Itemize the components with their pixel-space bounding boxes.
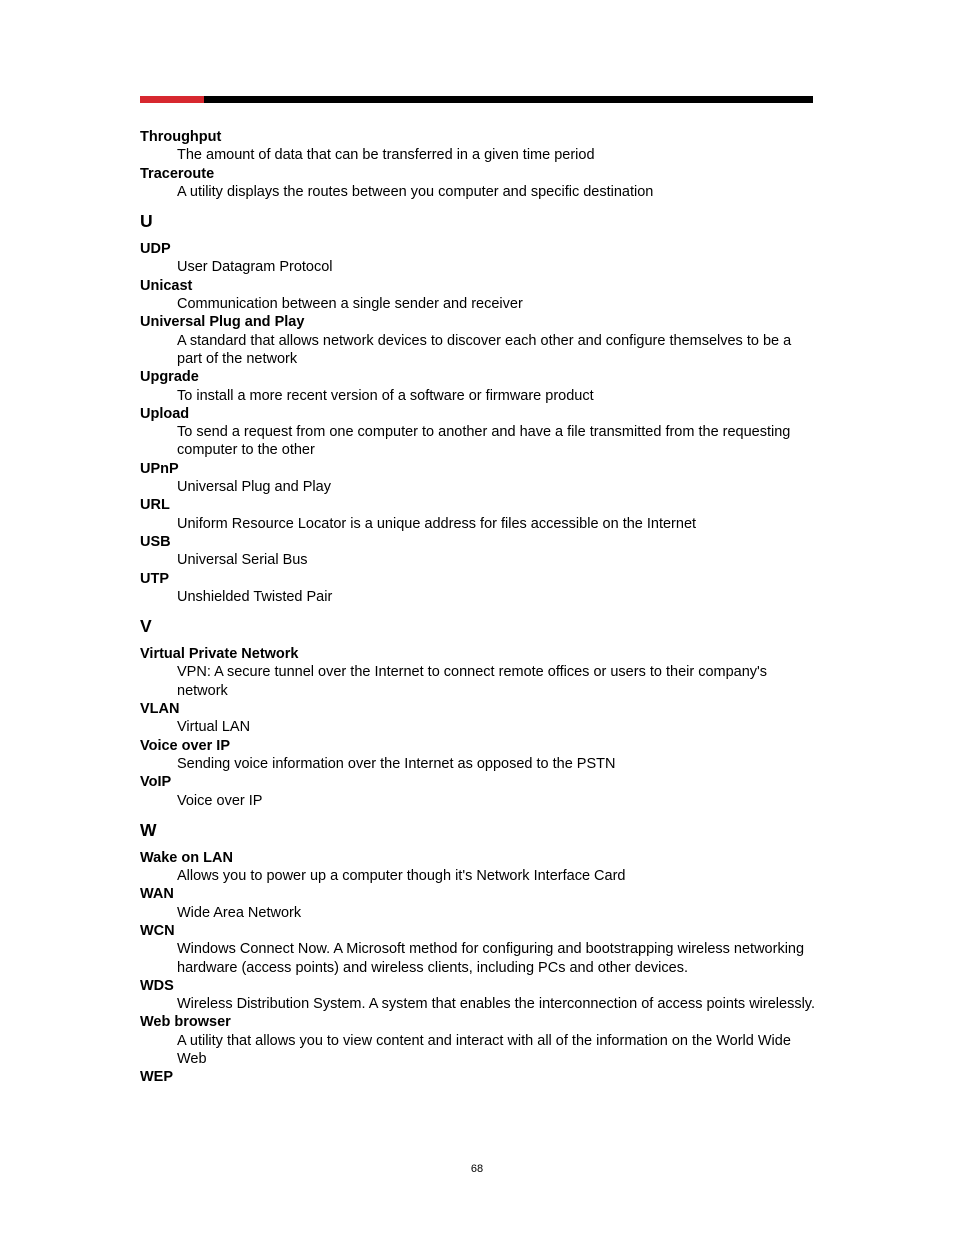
glossary-definition: A utility that allows you to view content and interact with all of the information on the World Wide Web [177, 1032, 791, 1068]
glossary-term: VLAN [140, 701, 180, 718]
glossary-definition: Allows you to power up a computer though it's Network Interface Card [177, 868, 626, 885]
glossary-term: VoIP [140, 774, 172, 791]
glossary-term: Universal Plug and Play [140, 314, 305, 331]
section-letter-heading: U [140, 211, 153, 232]
glossary-definition: Universal Serial Bus [177, 552, 308, 569]
glossary-term: Voice over IP [140, 737, 230, 754]
page-number: 68 [470, 1163, 484, 1175]
glossary-definition: Wireless Distribution System. A system that enables the interconnection of access points wirelessly. [177, 996, 816, 1013]
glossary-term: Unicast [140, 277, 193, 294]
glossary-term: Wake on LAN [140, 849, 233, 866]
glossary-term: Upload [140, 405, 190, 422]
glossary-definition: VPN: A secure tunnel over the Internet to connect remote offices or users to their company's network [177, 664, 768, 699]
glossary-definition: Windows Connect Now. A Microsoft method for configuring and bootstrapping wireless networking hardware (access points) and wireless clients, including PCs and other devices. [177, 941, 805, 976]
glossary-content [140, 128, 815, 1087]
glossary-term: Throughput [140, 129, 222, 145]
section-letter-heading: W [140, 819, 157, 840]
glossary-definition: Voice over IP [177, 792, 263, 809]
glossary-definition: Sending voice information over the Internet as opposed to the PSTN [177, 755, 616, 772]
glossary-term: WEP [140, 1069, 174, 1086]
glossary-term: WCN [140, 922, 175, 939]
glossary-definition: A utility displays the routes between you computer and specific destination [177, 183, 654, 200]
glossary-term: Web browser [140, 1014, 231, 1031]
glossary-definition: To install a more recent version of a software or firmware product [177, 387, 594, 404]
header-rule [140, 96, 813, 103]
glossary-term: UTP [140, 570, 169, 587]
glossary-definition: User Datagram Protocol [177, 259, 333, 276]
header-rule-accent [140, 96, 204, 103]
glossary-definition: Virtual LAN [177, 719, 251, 736]
glossary-section-u [140, 210, 815, 606]
glossary-definition: A standard that allows network devices to discover each other and configure themselves to be a part of the network [177, 332, 792, 367]
glossary-term: USB [140, 533, 171, 550]
glossary-term: UPnP [140, 460, 179, 477]
glossary-definition: Uniform Resource Locator is a unique address for files accessible on the Internet [177, 515, 697, 532]
glossary-term: WAN [140, 886, 174, 903]
glossary-term: Virtual Private Network [140, 646, 299, 663]
glossary-definition: To send a request from one computer to another and have a file transmitted from the requesting computer to the other [177, 424, 791, 459]
glossary-term: WDS [140, 977, 174, 994]
glossary-section-w [140, 819, 815, 1087]
glossary-definition: Unshielded Twisted Pair [177, 588, 333, 605]
glossary-definition: The amount of data that can be transferred in a given time period [177, 147, 595, 164]
glossary-term: UDP [140, 241, 171, 258]
glossary-term: URL [140, 497, 170, 514]
glossary-term: Upgrade [140, 369, 199, 386]
glossary-section-v [140, 615, 815, 810]
glossary-definition: Universal Plug and Play [177, 479, 331, 496]
glossary-term: Traceroute [140, 165, 215, 182]
glossary-section [140, 128, 815, 201]
glossary-definition: Wide Area Network [177, 904, 302, 921]
section-letter-heading: V [140, 616, 152, 637]
glossary-definition: Communication between a single sender and receiver [177, 296, 523, 313]
